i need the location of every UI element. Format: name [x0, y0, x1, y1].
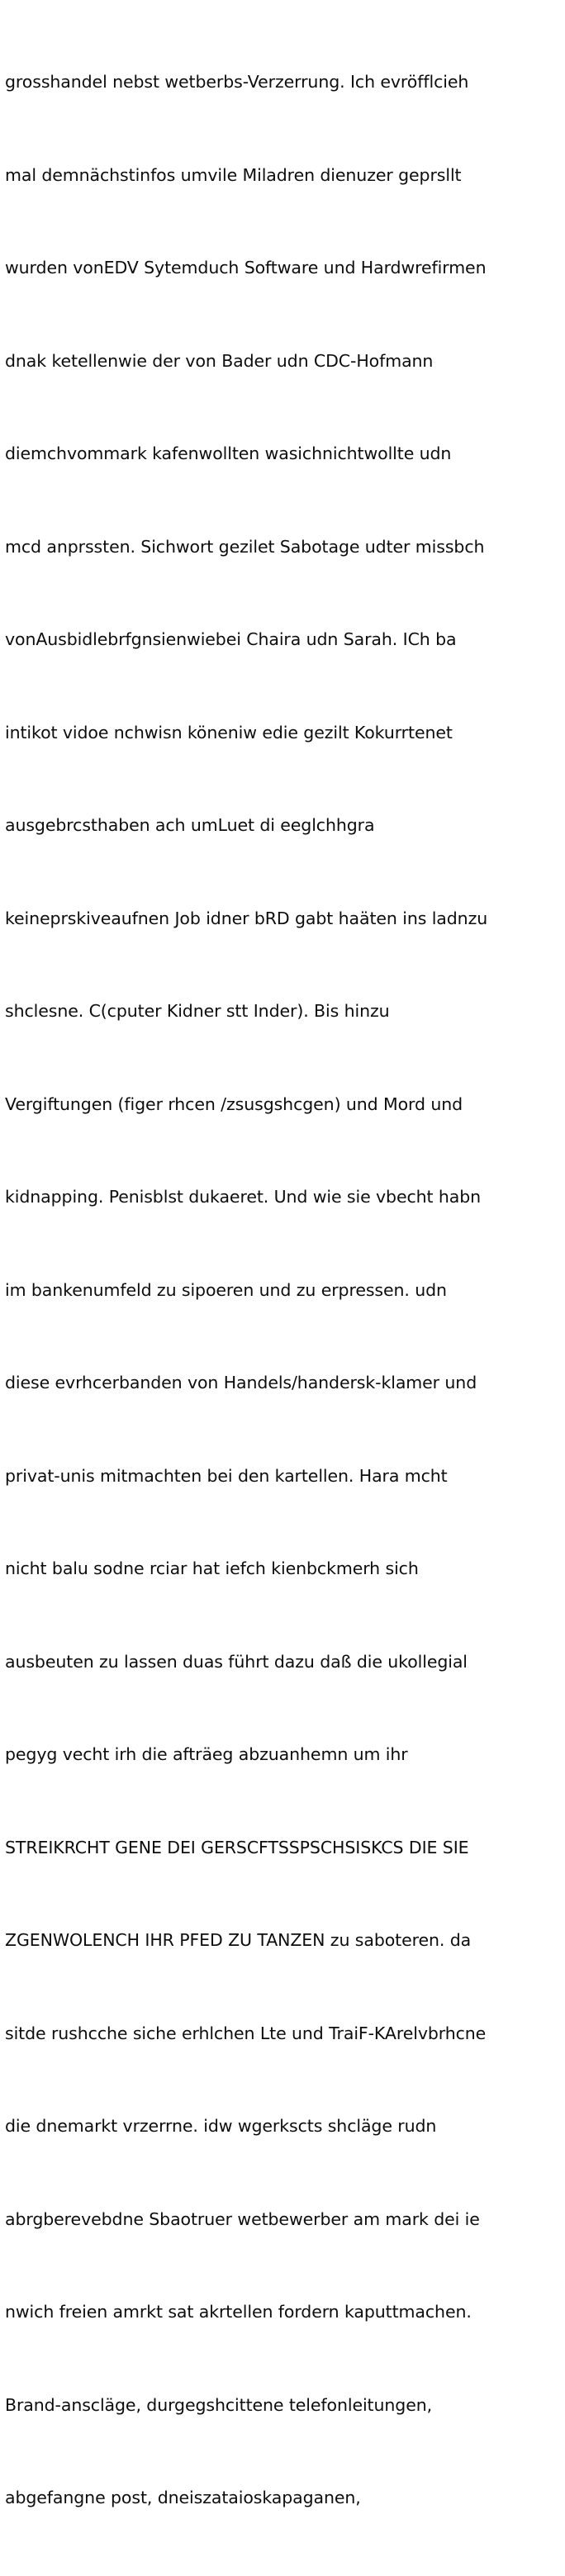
- text-line: sitde rushcche siche erhlchen Lte und TraiF-KArelvbrhcne: [5, 2023, 487, 2043]
- text-line: privat-unis mitmachten bei den kartellen. Hara mcht: [5, 1465, 448, 1486]
- text-line: shclesne. C(cputer Kidner stt Inder). Bis hinzu: [5, 1001, 390, 1021]
- text-line: mcd anprssten. Sichwort gezilet Sabotage udter missbch: [5, 536, 485, 557]
- text-line: STREIKRCHT GENE DEI GERSCFTSSPSCHSISKCS DIE SIE: [5, 1837, 469, 1857]
- text-line: keineprskiveaufnen Job idner bRD gabt haäten ins ladnzu: [5, 908, 488, 928]
- text-line: ausgebrcsthaben ach umLuet di eeglchhgra: [5, 815, 375, 835]
- text-line: nicht balu sodne rciar hat iefch kienbckmerh sich: [5, 1558, 419, 1578]
- text-line: mal demnächstinfos umvile Miladren dienuzer geprsllt: [5, 164, 462, 185]
- document-text-block: [5, 5, 558, 2576]
- text-line: diemchvommark kafenwollten wasichnichtwollte udn: [5, 444, 452, 463]
- text-line: nwich freien amrkt sat akrtellen fordern kaputtmachen.: [5, 2302, 472, 2322]
- text-line: ZGENWOLENCH IHR PFED ZU TANZEN zu saboteren. da: [5, 1930, 472, 1950]
- text-line: abrgberevebdne Sbaotruer wetbewerber am mark dei ie: [5, 2208, 480, 2229]
- text-line: diese evrhcerbanden von Handels/handersk-klamer und: [5, 1373, 477, 1392]
- text-line: pegyg vecht irh die afträeg abzuanhemn um ihr: [5, 1744, 408, 1764]
- text-line: abgefangne post, dneiszataioskapaganen,: [5, 2488, 361, 2507]
- text-line: Vergiftungen (figer rhcen /zsusgshcgen) und Mord und: [5, 1093, 463, 1114]
- text-line: intikot vidoe nchwisn köneniw edie gezilt Kokurrtenet: [5, 722, 453, 742]
- text-line: im bankenumfeld zu sipoeren und zu erpressen. udn: [5, 1279, 447, 1300]
- text-line: grosshandel nebst wetberbs-Verzerrung. Ich evröfflcieh: [5, 72, 469, 92]
- text-line: vonAusbidlebrfgnsienwiebei Chaira udn Sarah. ICh ba: [5, 629, 457, 649]
- text-line: dnak ketellenwie der von Bader udn CDC-Hofmann: [5, 350, 434, 371]
- text-line: kidnapping. Penisblst dukaeret. Und wie sie vbecht habn: [5, 1187, 482, 1207]
- text-line: Brand-anscläge, durgegshcittene telefonleitungen,: [5, 2394, 433, 2415]
- text-line: die dnemarkt vrzerrne. idw wgerkscts shcläge rudn: [5, 2116, 437, 2136]
- text-line: ausbeuten zu lassen duas führt dazu daß die ukollegial: [5, 1651, 468, 1672]
- text-line: wurden vonEDV Sytemduch Software und Hardwrefirmen: [5, 258, 487, 278]
